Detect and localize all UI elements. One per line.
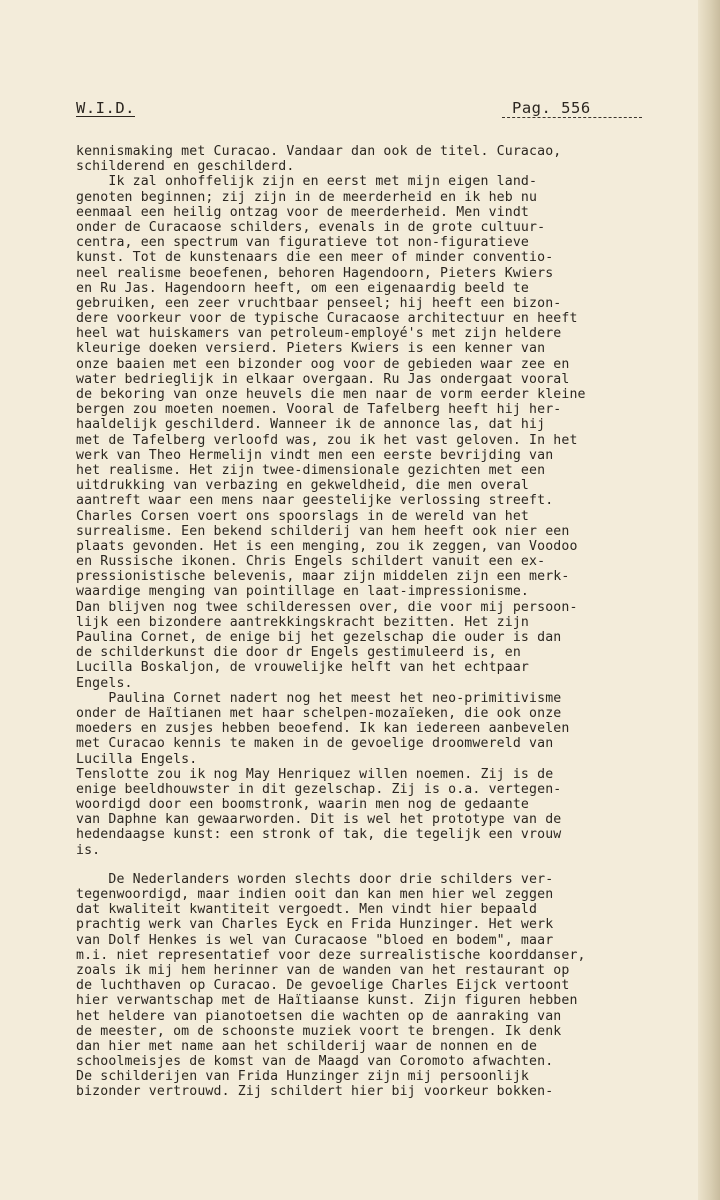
page-header bbox=[76, 99, 642, 121]
text-line: plaats gevonden. Het is een menging, zou ik zeggen, van Voodoo bbox=[76, 538, 578, 554]
text-line: kleurige doeken versierd. Pieters Kwiers is een kenner van bbox=[76, 341, 546, 357]
text-line: Charles Corsen voert ons spoorslags in de wereld van het bbox=[76, 508, 530, 524]
text-line: waardige menging van pointillage en laat-impressionisme. bbox=[76, 584, 530, 600]
paragraph-1 bbox=[76, 144, 656, 174]
text-line: bergen zou moeten noemen. Vooral de Tafelberg heeft hij her- bbox=[76, 402, 562, 418]
text-line: haaldelijk geschilderd. Wanneer ik de annonce las, dat hij bbox=[76, 417, 546, 433]
text-line: het heldere van pianotoetsen die wachten op de aanraking van bbox=[76, 1008, 562, 1024]
text-line: de meester, om de schoonste muziek voort te brengen. Ik denk bbox=[76, 1023, 562, 1039]
text-line: en Ru Jas. Hagendoorn heeft, om een eigenaardig beeld te bbox=[76, 280, 530, 296]
text-line: moeders en zusjes hebben beoefend. Ik kan iedereen aanbevelen bbox=[76, 721, 570, 737]
text-line: centra, een spectrum van figuratieve tot non-figuratieve bbox=[76, 235, 530, 251]
text-line: van Dolf Henkes is wel van Curacaose "bloed en bodem", maar bbox=[76, 932, 554, 948]
text-line: gebruiken, een zeer vruchtbaar penseel; hij heeft een bizon- bbox=[76, 295, 562, 311]
document-body bbox=[76, 144, 656, 1100]
paragraph-4 bbox=[76, 872, 656, 1100]
text-line: Tenslotte zou ik nog May Henriquez willen noemen. Zij is de bbox=[76, 766, 554, 782]
text-line: zoals ik mij hem herinner van de wanden van het restaurant op bbox=[76, 962, 570, 978]
header-left: W.I.D. bbox=[76, 99, 135, 117]
text-line: woordigd door een boomstronk, waarin men nog de gedaante bbox=[76, 797, 530, 813]
paragraph-gap bbox=[76, 858, 656, 872]
text-line: dat kwaliteit kwantiteit vergoedt. Men vindt hier bepaald bbox=[76, 902, 538, 918]
text-line: met de Tafelberg verloofd was, zou ik het vast geloven. In het bbox=[76, 432, 578, 448]
page-edge-shadow bbox=[698, 0, 720, 1200]
text-line: Paulina Cornet, de enige bij het gezelschap die ouder is dan bbox=[76, 630, 562, 645]
text-line: De schilderijen van Frida Hunzinger zijn mij persoonlijk bbox=[76, 1069, 530, 1085]
text-line: tegenwoordigd, maar indien ooit dan kan men hier wel zeggen bbox=[76, 887, 554, 902]
text-line: neel realisme beoefenen, behoren Hagendoorn, Pieters Kwiers bbox=[76, 265, 554, 281]
text-line: pressionistische belevenis, maar zijn middelen zijn een merk- bbox=[76, 569, 570, 585]
text-line: onder de Haïtianen met haar schelpen-mozaïeken, die ook onze bbox=[76, 705, 562, 721]
text-line: m.i. niet representatief voor deze surrealistische koorddanser, bbox=[76, 947, 586, 963]
text-line: bizonder vertrouwd. Zij schildert hier bij voorkeur bokken- bbox=[76, 1084, 554, 1100]
text-line: genoten beginnen; zij zijn in de meerderheid en ik heb nu bbox=[76, 189, 538, 205]
text-line: werk van Theo Hermelijn vindt men een eerste bevrijding van bbox=[76, 447, 554, 463]
text-line: de bekoring van onze heuvels die men naar de vorm eerder kleine bbox=[76, 387, 586, 402]
paragraph-3 bbox=[76, 691, 656, 858]
page-number bbox=[502, 99, 642, 118]
text-line: hier verwantschap met de Haïtiaanse kunst. Zijn figuren hebben bbox=[76, 993, 578, 1009]
text-line: Ik zal onhoffelijk zijn en eerst met mijn eigen land- bbox=[76, 174, 538, 190]
text-line: dan hier met name aan het schilderij waar de nonnen en de bbox=[76, 1038, 538, 1054]
text-line: surrealisme. Een bekend schilderij van hem heeft ook nier een bbox=[76, 523, 570, 539]
text-line: onze baaien met een bizonder oog voor de gebieden waar zee en bbox=[76, 356, 570, 372]
text-line: water bedrieglijk in elkaar overgaan. Ru Jas ondergaat vooral bbox=[76, 371, 570, 387]
text-line: de schilderkunst die door dr Engels gestimuleerd is, en bbox=[76, 645, 521, 661]
text-line: lijk een bizondere aantrekkingskracht bezitten. Het zijn bbox=[76, 614, 530, 630]
paragraph-2 bbox=[76, 174, 656, 690]
text-line: het realisme. Het zijn twee-dimensionale gezichten met een bbox=[76, 462, 546, 478]
text-line: Paulina Cornet nadert nog het meest het neo-primitivisme bbox=[76, 690, 562, 706]
text-line: prachtig werk van Charles Eyck en Frida Hunzinger. Het werk bbox=[76, 917, 554, 933]
text-line: van Daphne kan gewaarworden. Dit is wel het prototype van de bbox=[76, 812, 562, 828]
text-line: is. bbox=[76, 842, 101, 858]
text-line: en Russische ikonen. Chris Engels schildert vanuit een ex- bbox=[76, 554, 546, 570]
text-line: Engels. bbox=[76, 675, 133, 691]
text-line: Lucilla Boskaljon, de vrouwelijke helft van het echtpaar bbox=[76, 660, 530, 676]
text-line: Lucilla Engels. bbox=[76, 751, 198, 767]
text-line: uitdrukking van verbazing en gekweldheid, die men overal bbox=[76, 478, 530, 494]
text-line: schoolmeisjes de komst van de Maagd van Coromoto afwachten. bbox=[76, 1054, 554, 1070]
text-line: schilderend en geschilderd. bbox=[76, 159, 295, 175]
text-line: aantreft waar een mens naar geestelijke verlossing streeft. bbox=[76, 493, 554, 509]
text-line: onder de Curacaose schilders, evenals in de grote cultuur- bbox=[76, 219, 546, 235]
text-line: kunst. Tot de kunstenaars die een meer of minder conventio- bbox=[76, 250, 554, 266]
text-line: De Nederlanders worden slechts door drie schilders ver- bbox=[76, 871, 554, 887]
text-line: met Curacao kennis te maken in de gevoelige droomwereld van bbox=[76, 736, 554, 752]
text-line: de luchthaven op Curacao. De gevoelige Charles Eijck vertoont bbox=[76, 978, 570, 994]
text-line: hedendaagse kunst: een stronk of tak, die tegelijk een vrouw bbox=[76, 827, 562, 843]
text-line: dere voorkeur voor de typische Curacaose architectuur en heeft bbox=[76, 311, 578, 327]
page-number-text: Pag. 556 bbox=[512, 99, 591, 117]
text-line: eenmaal een heilig ontzag voor de meerderheid. Men vindt bbox=[76, 204, 530, 220]
text-line: kennismaking met Curacao. Vandaar dan ook de titel. Curacao, bbox=[76, 144, 562, 159]
text-line: enige beeldhouwster in dit gezelschap. Zij is o.a. vertegen- bbox=[76, 781, 562, 797]
text-line: Dan blijven nog twee schilderessen over, die voor mij persoon- bbox=[76, 599, 578, 615]
text-line: heel wat huiskamers van petroleum-employé's met zijn heldere bbox=[76, 326, 562, 342]
